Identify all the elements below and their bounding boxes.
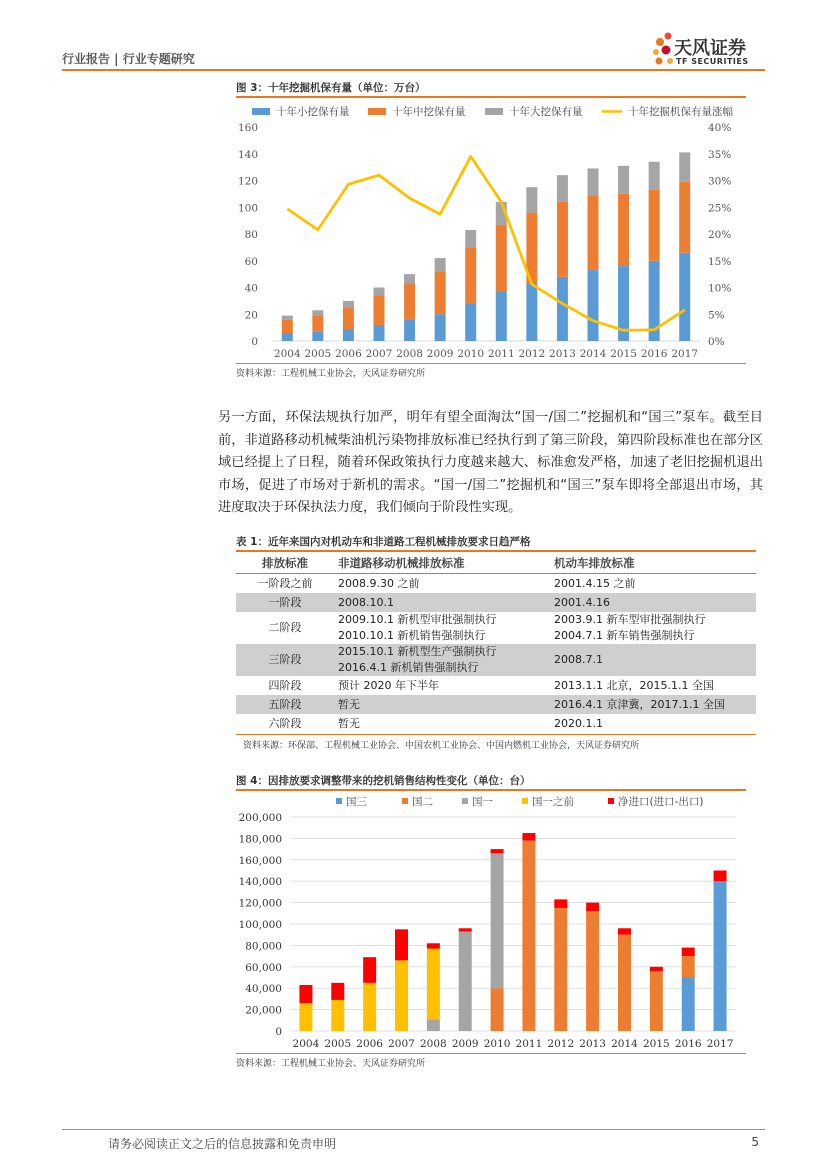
x-tick-label: 2007 [388, 1038, 415, 1050]
table-header-row [236, 553, 756, 574]
y-left-tick-label: 120 [237, 175, 258, 188]
bar-segment [714, 871, 727, 882]
bar-segment [586, 911, 599, 1031]
y-left-tick-label: 160 [237, 122, 258, 134]
bar-segment [374, 296, 385, 325]
x-tick-label: 2014 [611, 1038, 638, 1050]
cell-line: 2015.10.1 新机型生产强制执行 [338, 645, 497, 658]
bar-segment [465, 304, 476, 341]
table1-source: 资料来源：环保部、工程机械工业协会、中国农机工业协会、中国内燃机工业协会，天风证券研究所 [243, 741, 640, 751]
body-paragraph: 另一方面，环保法规执行加严，明年有望全面淘汰“国一/国二”挖掘机和“国三”泵车。截至目前，非道路移动机械柴油机污染物排放标准已经执行到了第三阶段，第四阶段标准也在部分区域已经提上了日程，随着环保政策执行力度越来越大、标准愈发严格，加速了老旧挖掘机退出市场，促进了市场对于新机的需求。“国一/国二”挖掘机和“国三”泵车即将全部退出市场，其进度取决于环保执法力度，我们倾向于阶段性实现。 [218, 410, 763, 515]
y-tick-label: 180,000 [238, 833, 282, 846]
y-right-tick-label: 15% [708, 255, 732, 268]
bar-segment [435, 314, 446, 341]
bar-segment [427, 949, 440, 1020]
bar-segment [679, 182, 690, 253]
x-tick-label: 2012 [518, 348, 546, 360]
x-tick-label: 2015 [642, 1038, 670, 1050]
table1-bottom-rule [236, 734, 756, 735]
cell-line: 2003.9.1 新车型审批强制执行 [554, 613, 706, 626]
bar-segment [465, 230, 476, 247]
cell-line: 2008.9.30 之前 [338, 576, 420, 590]
bar-segment [496, 292, 507, 341]
y-left-tick-label: 80 [244, 229, 258, 241]
table-cell-stage [236, 593, 334, 612]
table-cell-stage [236, 676, 334, 695]
table-cell-nonroad [334, 612, 550, 644]
legend-swatch [608, 798, 614, 804]
bar-segment [404, 274, 415, 283]
cell-line: 五阶段 [268, 697, 302, 711]
cell-line: 2009.10.1 新机型审批强制执行 [338, 613, 497, 626]
bar-segment [363, 983, 376, 1031]
table-cell-vehicle [550, 612, 756, 644]
table-cell-vehicle [550, 676, 756, 695]
bar-segment [557, 202, 568, 277]
cell-line: 2008.7.1 [554, 653, 603, 666]
y-tick-label: 40,000 [245, 983, 282, 996]
y-left-tick-label: 140 [237, 148, 258, 161]
table-cell-nonroad [334, 714, 550, 733]
legend-swatch [522, 798, 528, 804]
figure4-source: 资料来源：工程机械工业协会、天风证券研究所 [236, 1059, 426, 1069]
y-tick-label: 120,000 [238, 897, 282, 910]
table1-top-rule [236, 550, 756, 552]
bar-segment [679, 253, 690, 341]
figure3-source: 资料来源：工程机械工业协会，天风证券研究所 [236, 369, 426, 379]
legend-swatch [336, 798, 342, 804]
x-tick-label: 2007 [365, 348, 393, 360]
bar-segment [395, 929, 408, 960]
table-cell-stage [236, 714, 334, 733]
x-tick-label: 2006 [335, 348, 362, 360]
x-tick-label: 2009 [426, 348, 454, 360]
table-cell-vehicle [550, 644, 756, 676]
bar-segment [682, 956, 695, 977]
y-tick-label: 0 [275, 1026, 282, 1038]
table-cell-nonroad [334, 574, 550, 594]
figure3-chart [230, 98, 750, 363]
y-right-tick-label: 40% [708, 122, 732, 134]
x-tick-label: 2017 [706, 1038, 734, 1050]
y-right-tick-label: 0% [708, 336, 725, 348]
x-tick-label: 2016 [640, 348, 668, 360]
bar-segment [435, 258, 446, 271]
legend-swatch [462, 798, 468, 804]
x-tick-label: 2013 [579, 1038, 607, 1050]
bar-segment [522, 841, 535, 1031]
legend-label: 十年大挖保有量 [509, 106, 583, 118]
cell-line: 2008.10.1 [338, 595, 394, 609]
x-tick-label: 2008 [396, 348, 423, 360]
table-cell-nonroad [334, 676, 550, 695]
bar-segment [649, 190, 660, 261]
y-tick-label: 100,000 [238, 919, 282, 931]
bar-segment [650, 967, 663, 971]
bar-segment [526, 187, 537, 212]
x-tick-label: 2013 [549, 348, 576, 360]
table-row [236, 593, 756, 612]
y-tick-label: 200,000 [238, 812, 282, 824]
figure4-title: 图 4：因排放要求调整带来的挖机销售结构性变化（单位：台） [236, 775, 531, 787]
bar-segment [427, 1019, 440, 1031]
bar-segment [312, 332, 323, 341]
cell-line: 2020.1.1 [554, 716, 603, 730]
x-tick-label: 2015 [610, 348, 637, 360]
x-tick-label: 2004 [273, 348, 301, 360]
cell-line: 一阶段之前 [257, 576, 313, 590]
y-tick-label: 160,000 [238, 854, 282, 867]
bar-segment [588, 168, 599, 195]
bar-segment [586, 903, 599, 912]
y-tick-label: 20,000 [245, 1004, 282, 1017]
bar-segment [588, 270, 599, 341]
legend-swatch [252, 108, 270, 115]
table-row [236, 612, 756, 644]
cell-line: 2010.10.1 新机销售强制执行 [338, 629, 486, 642]
cell-line: 2016.4.1 京津冀，2017.1.1 全国 [554, 697, 725, 711]
legend-label: 十年小挖保有量 [276, 106, 350, 118]
table-row [236, 574, 756, 594]
x-tick-label: 2012 [547, 1038, 575, 1050]
legend-label: 国二 [412, 796, 433, 808]
bar-segment [618, 194, 629, 266]
bar-segment [679, 152, 690, 181]
bar-segment [526, 283, 537, 341]
bar-segment [312, 310, 323, 315]
legend-label: 净进口(进口-出口) [618, 796, 704, 808]
legend-label: 十年中挖保有量 [392, 106, 466, 118]
y-right-tick-label: 30% [708, 175, 732, 188]
cell-line: 2013.1.1 北京，2015.1.1 全国 [554, 678, 714, 692]
x-tick-label: 2011 [487, 348, 515, 360]
table-header-nonroad: 非道路移动机械排放标准 [334, 553, 550, 574]
bar-segment [682, 948, 695, 957]
brand-name: 天风证券 [674, 38, 746, 59]
bar-segment [331, 1000, 344, 1031]
x-tick-label: 2009 [451, 1038, 479, 1050]
bar-segment [435, 271, 446, 314]
table-row [236, 714, 756, 733]
table-cell-vehicle [550, 695, 756, 714]
x-tick-label: 2016 [674, 1038, 702, 1050]
bar-segment [343, 308, 354, 329]
y-right-tick-label: 20% [708, 229, 732, 241]
y-right-tick-label: 5% [708, 309, 725, 322]
figure4-chart [230, 791, 750, 1053]
report-category: 行业报告 | 行业专题研究 [62, 52, 195, 66]
bar-segment [331, 983, 344, 1000]
bar-segment [649, 162, 660, 190]
cell-line: 暂无 [338, 716, 360, 730]
bar-segment [496, 225, 507, 292]
legend-label: 十年挖掘机保有量涨幅 [628, 106, 733, 118]
cell-line: 二阶段 [268, 621, 302, 634]
bar-segment [682, 978, 695, 1032]
bar-segment [554, 899, 567, 908]
y-tick-label: 80,000 [245, 940, 282, 953]
bar-segment [282, 316, 293, 320]
bar-segment [282, 333, 293, 341]
legend-swatch [402, 798, 408, 804]
cell-line: 预计 2020 年下半年 [338, 678, 439, 692]
table-cell-stage [236, 644, 334, 676]
bar-segment [650, 971, 663, 1031]
bar-segment [459, 931, 472, 1031]
bar-segment [557, 277, 568, 341]
bar-segment [395, 960, 408, 1031]
legend-swatch [368, 108, 386, 115]
bar-segment [465, 247, 476, 303]
cell-line: 2016.4.1 新机销售强制执行 [338, 661, 479, 674]
table-cell-vehicle [550, 574, 756, 594]
table-cell-nonroad [334, 695, 550, 714]
bar-segment [618, 928, 631, 934]
x-tick-label: 2010 [457, 348, 485, 360]
bar-segment [282, 320, 293, 333]
x-tick-label: 2014 [579, 348, 607, 360]
footer-divider [62, 1129, 765, 1130]
bar-segment [491, 849, 504, 853]
cell-line: 一阶段 [268, 595, 302, 609]
y-tick-label: 60,000 [245, 961, 282, 974]
table-cell-nonroad [334, 593, 550, 612]
bar-segment [363, 957, 376, 983]
cell-line: 四阶段 [268, 678, 302, 692]
cell-line: 三阶段 [268, 653, 302, 666]
table-row [236, 644, 756, 676]
y-left-tick-label: 100 [237, 202, 258, 215]
table-cell-stage [236, 574, 334, 594]
table-row [236, 695, 756, 714]
x-tick-label: 2008 [419, 1038, 447, 1050]
bar-segment [299, 1003, 312, 1031]
table-cell-stage [236, 695, 334, 714]
legend-label: 国一 [472, 796, 493, 808]
footer-disclaimer: 请务必阅读正文之后的信息披露和免责申明 [108, 1137, 337, 1151]
bar-segment [404, 320, 415, 341]
bar-segment [714, 881, 727, 1031]
x-tick-label: 2006 [356, 1038, 384, 1050]
bar-segment [491, 988, 504, 1031]
header-divider [62, 69, 765, 71]
figure3-bottom-rule [236, 363, 746, 364]
y-right-tick-label: 35% [708, 148, 732, 161]
legend-label: 国一之前 [532, 796, 574, 808]
x-tick-label: 2017 [671, 348, 699, 360]
bar-segment [557, 175, 568, 202]
x-tick-label: 2005 [304, 348, 332, 360]
bar-segment [374, 325, 385, 341]
figure4-bottom-rule [236, 1053, 746, 1054]
table-cell-vehicle [550, 593, 756, 612]
y-left-tick-label: 0 [251, 336, 258, 348]
x-tick-label: 2011 [515, 1038, 543, 1050]
x-tick-label: 2010 [483, 1038, 511, 1050]
bar-segment [618, 935, 631, 1031]
cell-line: 2001.4.16 [554, 595, 610, 609]
legend-label: 国三 [346, 796, 367, 808]
table-cell-vehicle [550, 714, 756, 733]
cell-line: 六阶段 [268, 716, 302, 730]
table-header-vehicle: 机动车排放标准 [550, 553, 756, 574]
table-cell-nonroad [334, 644, 550, 676]
bar-segment [374, 288, 385, 296]
bar-segment [618, 166, 629, 194]
y-tick-label: 140,000 [238, 876, 282, 889]
y-right-tick-label: 10% [708, 282, 732, 295]
y-left-tick-label: 40 [244, 282, 258, 295]
bar-segment [312, 316, 323, 332]
bar-segment [404, 283, 415, 319]
bar-segment [343, 329, 354, 341]
brand-subtitle: TF SECURITIES [676, 57, 749, 66]
x-tick-label: 2004 [292, 1038, 320, 1050]
y-left-tick-label: 20 [244, 309, 258, 322]
cell-line: 2004.7.1 新车销售强制执行 [554, 629, 695, 642]
x-tick-label: 2005 [324, 1038, 352, 1050]
table-header-stage: 排放标准 [236, 553, 334, 574]
cell-line: 2001.4.15 之前 [554, 576, 636, 590]
bar-segment [522, 833, 535, 840]
bar-segment [427, 943, 440, 948]
emission-standards-table [236, 553, 756, 733]
table1-title: 表 1：近年来国内对机动车和非道路工程机械排放要求日趋严格 [236, 536, 531, 548]
legend-swatch [485, 108, 503, 115]
figure3-title: 图 3：十年挖掘机保有量（单位：万台） [236, 82, 426, 94]
table-row [236, 676, 756, 695]
bar-segment [459, 928, 472, 931]
y-right-tick-label: 25% [708, 202, 732, 215]
y-left-tick-label: 60 [244, 255, 258, 268]
bar-segment [588, 195, 599, 270]
bar-segment [554, 908, 567, 1031]
page-number: 5 [751, 1135, 759, 1149]
bar-segment [491, 853, 504, 988]
bar-segment [343, 301, 354, 308]
cell-line: 暂无 [338, 697, 360, 711]
table-cell-stage [236, 612, 334, 644]
bar-segment [299, 985, 312, 1003]
